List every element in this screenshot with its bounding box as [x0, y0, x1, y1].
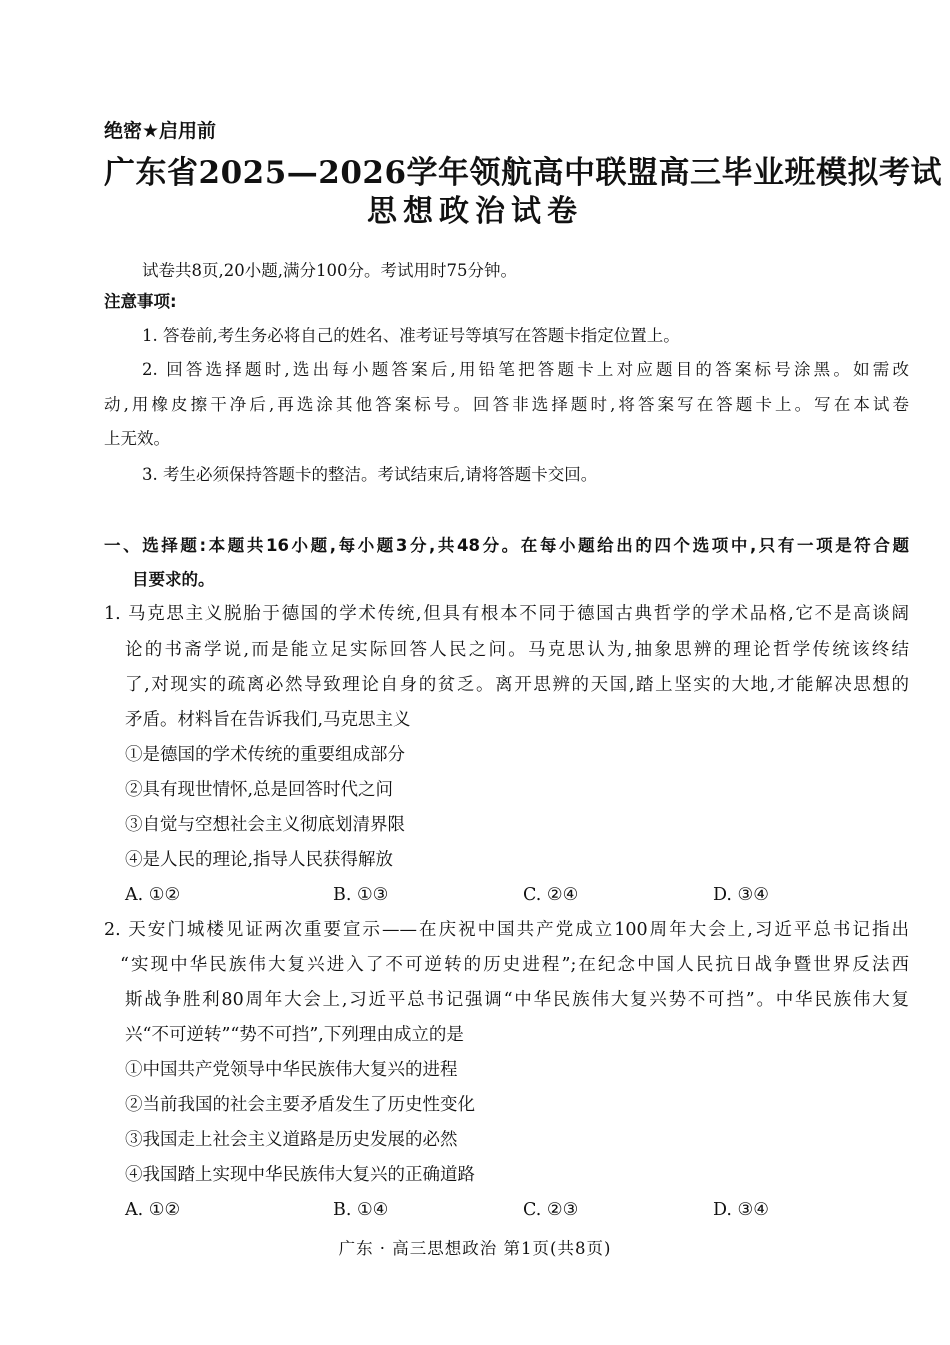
- question-1-option-c: C. ②④: [523, 885, 579, 905]
- notice-line: 上无效。: [104, 429, 170, 448]
- question-1-option-b: B. ①③: [333, 885, 389, 905]
- question-1-item: ①是德国的学术传统的重要组成部分: [125, 745, 405, 765]
- section-heading-cont: 目要求的。: [132, 570, 215, 589]
- question-2-item: ④我国踏上实现中华民族伟大复兴的正确道路: [125, 1165, 475, 1185]
- subject-title: 思想政治试卷: [367, 194, 583, 229]
- question-1-item: ④是人民的理论,指导人民获得解放: [125, 850, 394, 870]
- question-1-item: ②具有现世情怀,总是回答时代之问: [125, 780, 394, 800]
- question-2-item: ②当前我国的社会主要矛盾发生了历史性变化: [125, 1095, 475, 1115]
- page-footer: 广东 · 高三思想政治 第1页(共8页): [338, 1239, 612, 1258]
- notice-line: 动,用橡皮擦干净后,再选涂其他答案标号。回答非选择题时,将答案写在答题卡上。写在本试卷: [104, 395, 909, 414]
- section-heading: 一、选择题:本题共16小题,每小题3分,共48分。在每小题给出的四个选项中,只有一项是符合题: [104, 536, 909, 555]
- question-1-stem: 1. 马克思主义脱胎于德国的学术传统,但具有根本不同于德国古典哲学的学术品格,它不是高谈阔: [104, 604, 909, 624]
- question-2-stem: 2. 天安门城楼见证两次重要宣示——在庆祝中国共产党成立100周年大会上,习近平总书记指出: [104, 920, 909, 940]
- exam-title: 广东省2025—2026学年领航高中联盟高三毕业班模拟考试: [104, 155, 943, 191]
- question-2-stem: 斯战争胜利80周年大会上,习近平总书记强调“中华民族伟大复兴势不可挡”。中华民族伟大复: [125, 990, 909, 1010]
- question-2-stem: 兴“不可逆转”“势不可挡”,下列理由成立的是: [125, 1025, 464, 1045]
- question-2-item: ③我国走上社会主义道路是历史发展的必然: [125, 1130, 458, 1150]
- question-1-item: ③自觉与空想社会主义彻底划清界限: [125, 815, 405, 835]
- notice-heading: 注意事项:: [104, 292, 177, 311]
- question-2-item: ①中国共产党领导中华民族伟大复兴的进程: [125, 1060, 458, 1080]
- question-1-stem: 论的书斋学说,而是能立足实际回答人民之问。马克思认为,抽象思辨的理论哲学传统该终结: [125, 640, 909, 660]
- notice-line: 2. 回答选择题时,选出每小题答案后,用铅笔把答题卡上对应题目的答案标号涂黑。如需改: [142, 360, 909, 379]
- question-1-stem: 矛盾。材料旨在告诉我们,马克思主义: [125, 710, 411, 730]
- question-1-option-d: D. ③④: [713, 885, 769, 905]
- confidential-label: 绝密★启用前: [104, 120, 217, 142]
- notice-line: 3. 考生必须保持答题卡的整洁。考试结束后,请将答题卡交回。: [142, 465, 598, 484]
- question-2-stem: “实现中华民族伟大复兴进入了不可逆转的历史进程”;在纪念中国人民抗日战争暨世界反法西: [120, 955, 909, 975]
- question-1-option-a: A. ①②: [125, 885, 181, 905]
- question-1-stem: 了,对现实的疏离必然导致理论自身的贫乏。离开思辨的天国,踏上坚实的大地,才能解决思想的: [125, 675, 909, 695]
- exam-info: 试卷共8页,20小题,满分100分。考试用时75分钟。: [142, 261, 517, 280]
- question-2-option-c: C. ②③: [523, 1200, 579, 1220]
- notice-line: 1. 答卷前,考生务必将自己的姓名、准考证号等填写在答题卡指定位置上。: [142, 326, 680, 345]
- question-2-option-a: A. ①②: [125, 1200, 181, 1220]
- question-2-option-b: B. ①④: [333, 1200, 389, 1220]
- question-2-option-d: D. ③④: [713, 1200, 769, 1220]
